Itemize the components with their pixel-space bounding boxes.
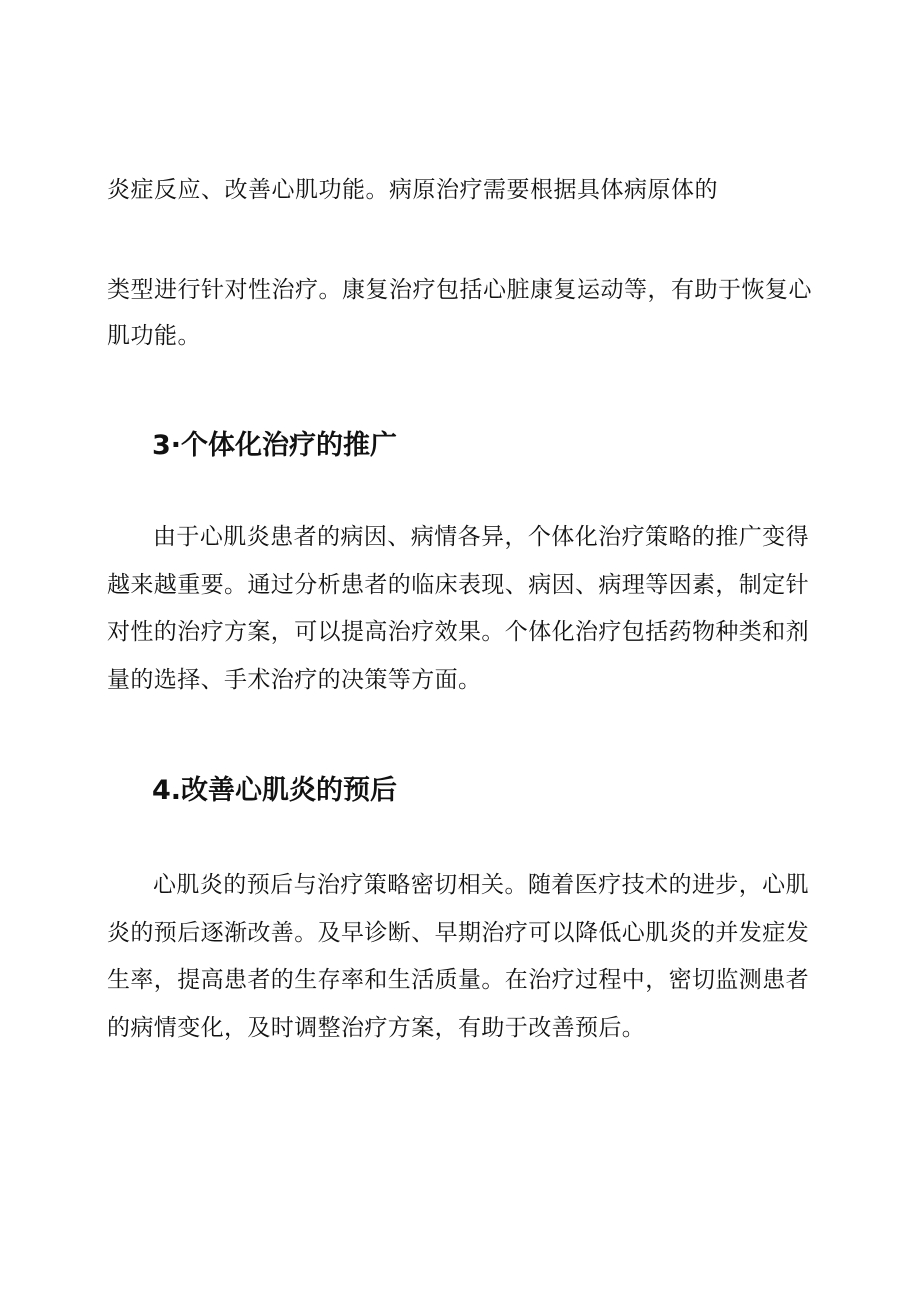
carryover-line-2: 类型进行针对性治疗。康复治疗包括心脏康复运动等，有助于恢复心 [107, 277, 812, 303]
section-heading-4: 4.改善心肌炎的预后 [152, 775, 398, 806]
carryover-line-1: 炎症反应、改善心肌功能。病原治疗需要根据具体病原体的 [107, 177, 718, 203]
section-body-4: 心肌炎的预后与治疗策略密切相关。随着医疗技术的进步，心肌炎的预后逐渐改善。及早诊断、早期治疗可以降低心肌炎的并发症发生率，提高患者的生存率和生活质量。在治疗过程中，密切监测患者的病情变化，及时调整治疗方案，有助于改善预后。 [107, 872, 809, 1041]
section-heading-3: 3·个体化治疗的推广 [152, 430, 398, 461]
section-body-3: 由于心肌炎患者的病因、病情各异，个体化治疗策略的推广变得越来越重要。通过分析患者的临床表现、病因、病理等因素，制定针对性的治疗方案，可以提高治疗效果。个体化治疗包括药物种类和剂量的选择、手术治疗的决策等方面。 [107, 524, 809, 693]
carryover-line-3: 肌功能。 [107, 323, 201, 349]
